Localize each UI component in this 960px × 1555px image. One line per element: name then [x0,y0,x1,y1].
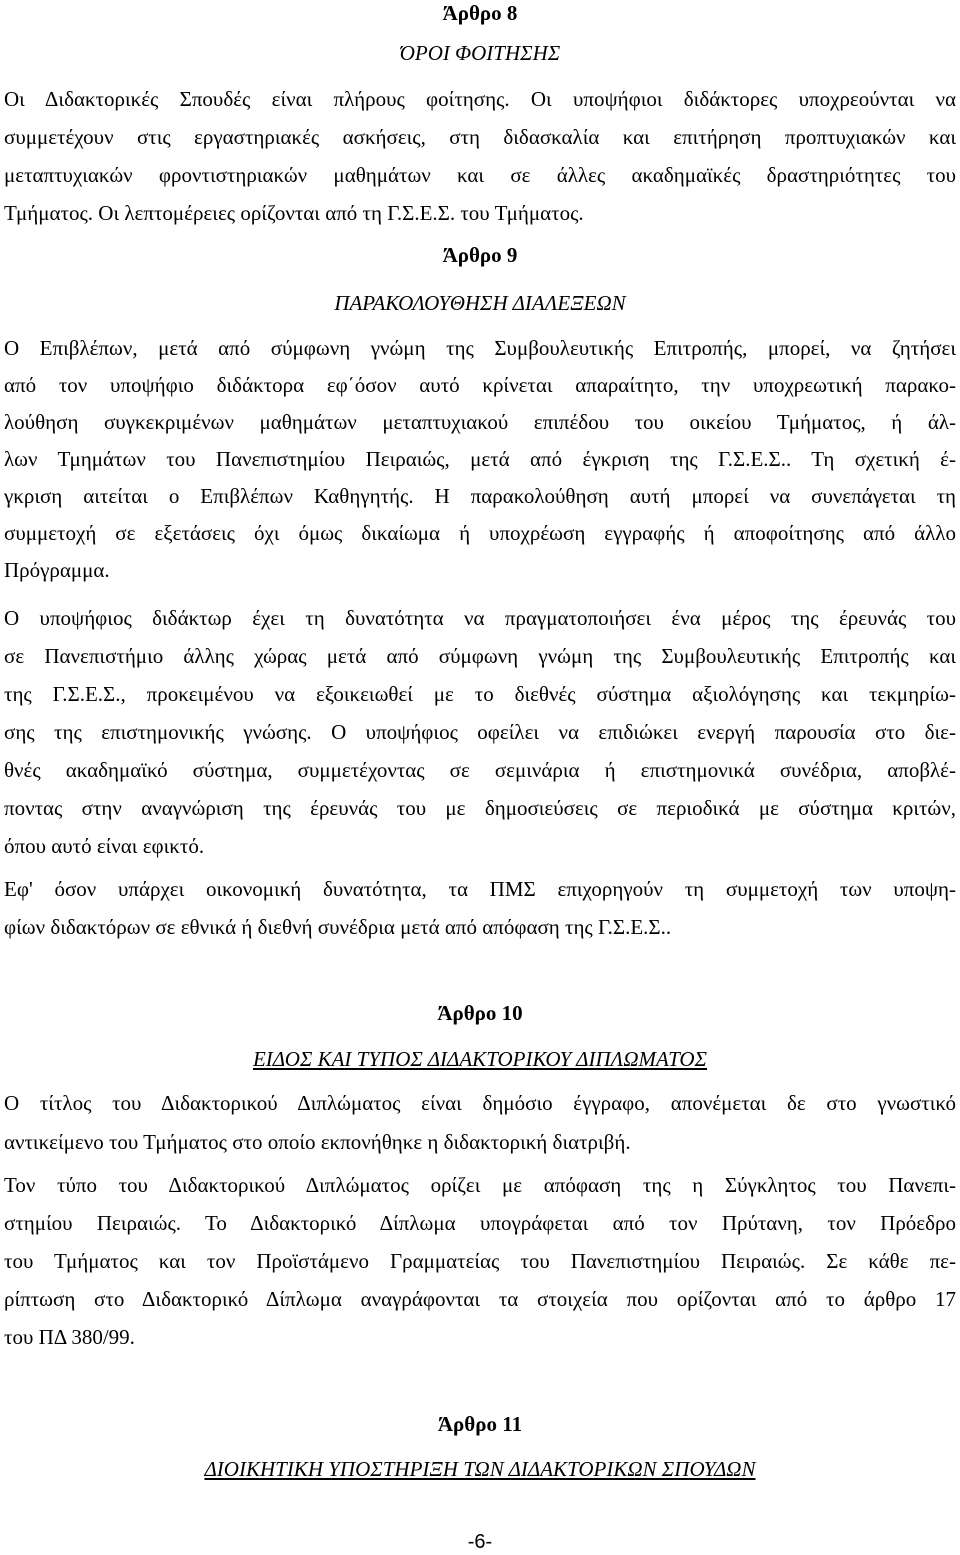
article-9-paragraph-3-line: Εφ' όσον υπάρχει οικονομική δυνατότητα, τα ΠΜΣ επιχορηγούν τη συμμετοχή των υποψη- [4,877,956,901]
article-9-paragraph-1-line: λούθηση συγκεκριμένων μαθημάτων μεταπτυχιακού επιπέδου του οικείου Τμήματος, ή άλ- [4,410,956,434]
article-8-line: Οι Διδακτορικές Σπουδές είναι πλήρους φοίτησης. Οι υποψήφιοι διδάκτορες υποχρεούνται να [4,87,956,111]
article-10-paragraph-2-line: του Τμήματος και τον Προϊστάμενο Γραμματείας του Πανεπιστημίου Πειραιώς. Σε κάθε πε- [4,1249,956,1273]
article-11-title: ΔΙΟΙΚΗΤΙΚΗ ΥΠΟΣΤΗΡΙΞΗ ΤΩΝ ΔΙΔΑΚΤΟΡΙΚΩΝ ΣΠΟΥΔΩΝ [204,1457,756,1481]
article-10-title: ΕΙΔΟΣ ΚΑΙ ΤΥΠΟΣ ΔΙΔΑΚΤΟΡΙΚΟΥ ΔΙΠΛΩΜΑΤΟΣ [252,1047,708,1071]
article-9-paragraph-2-line: θνές ακαδημαϊκό σύστημα, συμμετέχοντας σε σεμινάρια ή επιστημονικά συνέδρια, αποβλέ- [4,758,956,782]
article-9-paragraph-1-line: από τον υποψήφιο διδάκτορα εφ΄όσον αυτό κρίνεται απαραίτητο, την υποχρεωτική παρακο- [4,373,956,397]
article-8-title: ΌΡΟΙ ΦΟΙΤΗΣΗΣ [399,41,561,65]
article-9-paragraph-1-line: συμμετοχή σε εξετάσεις όχι όμως δικαίωμα ή υποχρέωση εγγραφής ή αποφοίτησης από άλλο [4,521,956,545]
article-9-paragraph-2-line: όπου αυτό είναι εφικτό. [4,834,205,858]
article-9-paragraph-1-line: Ο Επιβλέπων, μετά από σύμφωνη γνώμη της Συμβουλευτικής Επιτροπής, μπορεί, να ζητήσει [4,336,956,360]
article-8-line: Τμήματος. Οι λεπτομέρειες ορίζονται από τη Γ.Σ.Ε.Σ. του Τμήματος. [4,201,584,225]
article-9-paragraph-3-line: φίων διδακτόρων σε εθνικά ή διεθνή συνέδρια μετά από απόφαση της Γ.Σ.Ε.Σ.. [4,915,672,939]
article-9-paragraph-1-line: Πρόγραμμα. [4,558,110,582]
article-8-heading: Άρθρο 8 [442,1,518,25]
article-10-paragraph-1-line: αντικείμενο του Τμήματος στο οποίο εκπονήθηκε η διδακτορική διατριβή. [4,1130,631,1154]
article-9-paragraph-1-line: γκριση αιτείται ο Επιβλέπων Καθηγητής. Η παρακολούθηση αυτή μπορεί να συνεπάγεται τη [4,484,956,508]
article-10-paragraph-2-line: Τον τύπο του Διδακτορικού Διπλώματος ορίζει με απόφαση της η Σύγκλητος του Πανεπι- [4,1173,956,1197]
article-9-paragraph-2-line: σης της επιστημονικής γνώσης. Ο υποψήφιος οφείλει να επιδιώκει ενεργή παρουσία στο διε- [4,720,956,744]
article-9-paragraph-2-line: Ο υποψήφιος διδάκτωρ έχει τη δυνατότητα να πραγματοποιήσει ένα μέρος της έρευνάς του [4,606,956,630]
article-9-paragraph-2-line: σε Πανεπιστήμιο άλλης χώρας μετά από σύμφωνη γνώμη της Συμβουλευτικής Επιτροπής και [4,644,956,668]
article-11-heading: Άρθρο 11 [437,1412,523,1436]
page-number: -6- [467,1531,493,1553]
article-10-heading: Άρθρο 10 [437,1001,523,1025]
article-9-heading: Άρθρο 9 [442,243,518,267]
article-10-paragraph-1-line: Ο τίτλος του Διδακτορικού Διπλώματος είναι δημόσιο έγγραφο, απονέμεται δε στο γνωστικό [4,1091,956,1115]
article-9-paragraph-1-line: λων Τμημάτων του Πανεπιστημίου Πειραιώς, μετά από έγκριση της Γ.Σ.Ε.Σ.. Τη σχετική έ- [4,447,956,471]
article-9-paragraph-2-line: ποντας στην αναγνώριση της έρευνάς του με δημοσιεύσεις σε περιοδικά με σύστημα κριτών, [4,796,956,820]
article-10-paragraph-2-line: στημίου Πειραιώς. Το Διδακτορικό Δίπλωμα υπογράφεται από τον Πρύτανη, τον Πρόεδρο [4,1211,956,1235]
article-9-title: ΠΑΡΑΚΟΛΟΥΘΗΣΗ ΔΙΑΛΕΞΕΩΝ [334,291,626,315]
article-10-paragraph-2-line: ρίπτωση στο Διδακτορικό Δίπλωμα αναγράφονται τα στοιχεία που ορίζονται από το άρθρο 17 [4,1287,956,1311]
article-10-paragraph-2-line: του ΠΔ 380/99. [4,1325,135,1349]
article-8-line: μεταπτυχιακών φροντιστηριακών μαθημάτων και σε άλλες ακαδημαϊκές δραστηριότητες του [4,163,956,187]
article-9-paragraph-2-line: της Γ.Σ.Ε.Σ., προκειμένου να εξοικειωθεί με το διεθνές σύστημα αξιολόγησης και τεκμηρίω- [4,682,956,706]
article-8-line: συμμετέχουν στις εργαστηριακές ασκήσεις, στη διδασκαλία και επιτήρηση προπτυχιακών και [4,125,956,149]
